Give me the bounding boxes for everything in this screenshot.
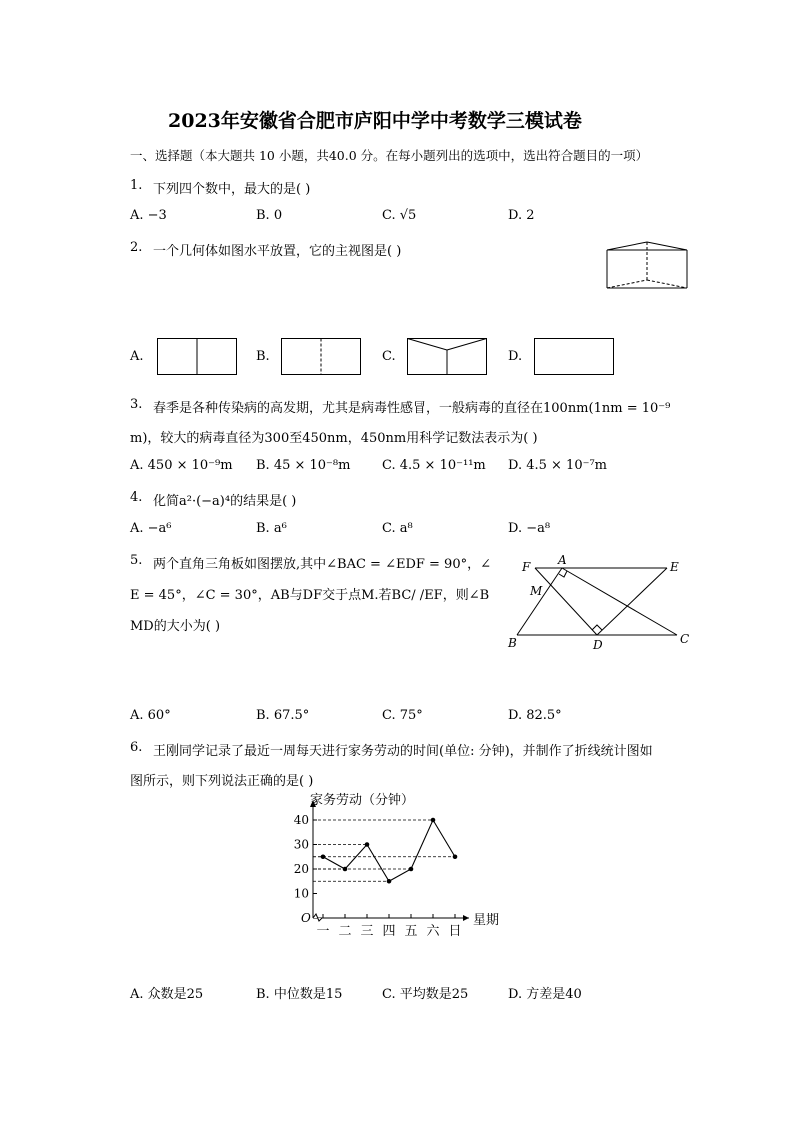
q2-option-b: B.	[256, 349, 270, 364]
data-point	[409, 867, 414, 872]
q1-option-d: D. 2	[508, 208, 535, 223]
q5-text-line1: 两个直角三角板如图摆放,其中∠BAC = ∠EDF = 90°，∠	[153, 557, 491, 572]
q2-option-a: A.	[130, 349, 144, 364]
q2-number: 2.	[130, 240, 143, 255]
q1-number: 1.	[130, 178, 143, 193]
data-point	[453, 854, 458, 859]
q6-option-c: C. 平均数是25	[382, 987, 469, 1002]
prism-figure	[600, 238, 695, 293]
q2-option-c: C.	[382, 349, 396, 364]
q2-text: 一个几何体如图水平放置，它的主视图是( )	[153, 244, 402, 259]
label-D: D	[593, 638, 603, 652]
q3-number: 3.	[130, 397, 143, 412]
label-F: F	[522, 560, 531, 574]
q5-option-d: D. 82.5°	[508, 708, 562, 723]
q1-option-b: B. 0	[256, 208, 283, 223]
data-point	[343, 867, 348, 872]
y-tick-label: 30	[293, 837, 309, 852]
q4-option-d: D. −a⁸	[508, 521, 551, 536]
label-B: B	[508, 636, 517, 650]
q4-option-b: B. a⁶	[256, 521, 287, 536]
q3-text-line2: m)，较大的病毒直径为300至450nm，450nm用科学记数法表示为( )	[130, 431, 538, 446]
x-tick-label: 五	[404, 924, 418, 939]
x-tick-label: 二	[338, 924, 352, 939]
q1-text: 下列四个数中，最大的是( )	[153, 182, 311, 197]
series-line	[323, 820, 455, 881]
x-axis-label: 星期	[473, 913, 500, 928]
q5-text-line3: MD的大小为( )	[130, 619, 221, 634]
label-C: C	[680, 632, 690, 646]
q3-option-d: D. 4.5 × 10⁻⁷m	[508, 458, 607, 473]
q5-text-line2: E = 45°，∠C = 30°，AB与DF交于点M.若BC/ /EF，则∠B	[130, 588, 490, 603]
q3-option-c: C. 4.5 × 10⁻¹¹m	[382, 458, 486, 473]
x-tick-label: 六	[426, 924, 440, 939]
q6-text-line1: 王刚同学记录了最近一周每天进行家务劳动的时间(单位: 分钟)，并制作了折线统计图如	[153, 744, 653, 759]
q5-number: 5.	[130, 553, 143, 568]
q3-option-a: A. 450 × 10⁻⁹m	[130, 458, 233, 473]
housework-line-chart	[280, 790, 520, 945]
q2-option-a-figure	[157, 338, 237, 376]
origin-label: O	[301, 911, 311, 925]
q4-number: 4.	[130, 490, 143, 505]
label-E: E	[670, 560, 679, 574]
section-heading: 一、选择题（本大题共 10 小题，共40.0 分。在每小题列出的选项中，选出符合题目的一项）	[130, 148, 649, 163]
q4-option-c: C. a⁸	[382, 521, 413, 536]
data-point	[431, 818, 436, 823]
data-point	[321, 854, 326, 859]
y-tick-label: 20	[293, 862, 309, 876]
y-tick-label: 40	[293, 813, 309, 827]
x-tick-label: 一	[316, 924, 330, 939]
q5-option-b: B. 67.5°	[256, 708, 310, 723]
q1-option-c: C. √5	[382, 208, 417, 223]
triangles-figure	[505, 553, 700, 653]
q6-number: 6.	[130, 740, 143, 755]
q6-option-a: A. 众数是25	[130, 987, 204, 1002]
q5-option-c: C. 75°	[382, 708, 423, 723]
q2-option-d-figure	[534, 338, 614, 376]
q4-text: 化简a²·(−a)⁴的结果是( )	[153, 494, 297, 509]
x-tick-label: 三	[360, 924, 374, 939]
y-tick-label: 10	[293, 886, 309, 901]
q2-option-d: D.	[508, 349, 523, 364]
q6-option-d: D. 方差是40	[508, 987, 582, 1002]
q5-option-a: A. 60°	[130, 708, 171, 723]
x-tick-label: 四	[382, 924, 396, 939]
q3-option-b: B. 45 × 10⁻⁸m	[256, 458, 351, 473]
data-point	[365, 842, 370, 847]
q6-text-line2: 图所示，则下列说法正确的是( )	[130, 774, 314, 789]
q2-option-b-figure	[281, 338, 361, 376]
q6-option-b: B. 中位数是15	[256, 987, 343, 1002]
label-A: A	[558, 553, 567, 567]
q2-option-c-figure	[407, 338, 487, 376]
x-tick-label: 日	[448, 924, 462, 939]
page-title: 2023年安徽省合肥市庐阳中学中考数学三模试卷	[168, 110, 582, 132]
q3-text-line1: 春季是各种传染病的高发期，尤其是病毒性感冒，一般病毒的直径在100nm(1nm = 10⁻⁹	[153, 401, 671, 416]
q1-option-a: A. −3	[130, 208, 167, 223]
label-M: M	[530, 584, 543, 598]
x-axis-arrow	[463, 915, 469, 921]
chart-title: 家务劳动（分钟）	[310, 793, 415, 808]
data-point	[387, 879, 392, 884]
q4-option-a: A. −a⁶	[130, 521, 172, 536]
